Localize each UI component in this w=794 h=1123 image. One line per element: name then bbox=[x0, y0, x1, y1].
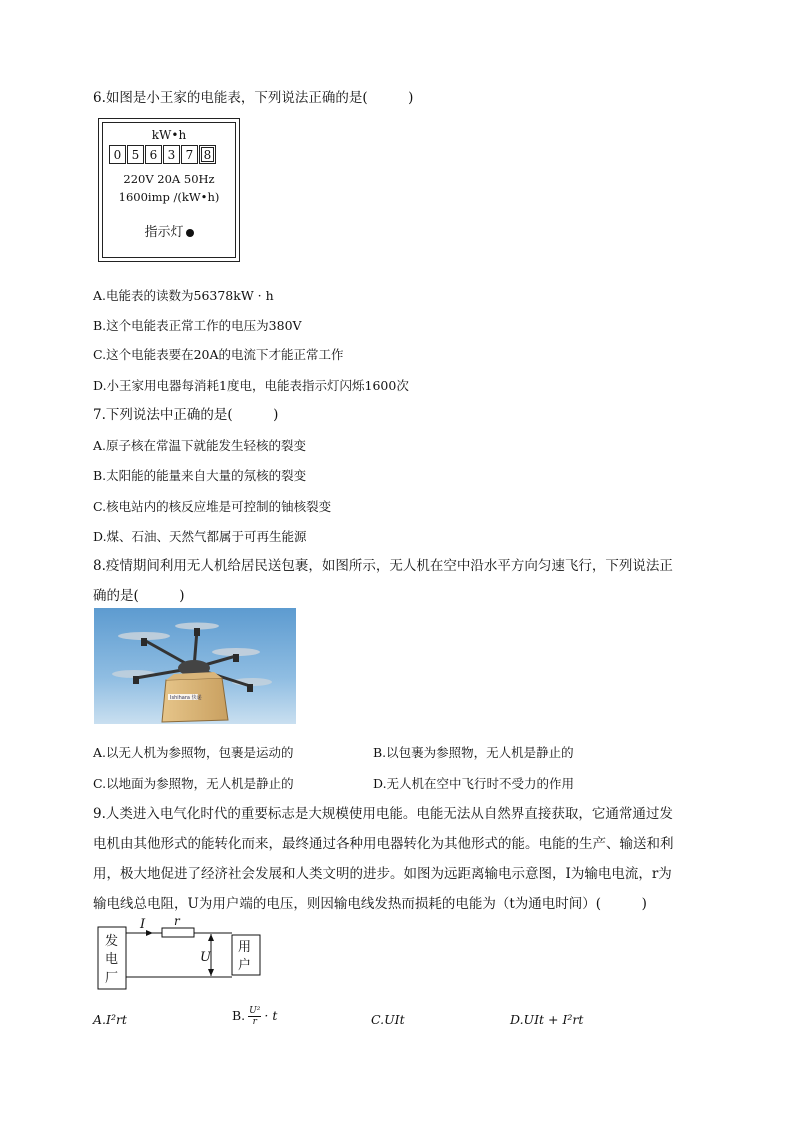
q7-option-b: B.太阳能的能量来自大量的氖核的裂变 bbox=[93, 468, 307, 483]
meter-digit: 5 bbox=[127, 145, 144, 164]
q6-stem: 6.如图是小王家的电能表，下列说法正确的是( ) bbox=[93, 90, 414, 106]
box-label: Ishihara 快递 bbox=[170, 695, 202, 701]
q8-stem-line1: 8.疫情期间利用无人机给居民送包裹，如图所示，无人机在空中沿水平方向匀速飞行，下列说法正 bbox=[93, 558, 673, 574]
fraction-denominator: r bbox=[252, 1017, 257, 1027]
q9-option-c: C.UIt bbox=[371, 1012, 405, 1027]
user-char-1: 用 bbox=[238, 940, 252, 955]
meter-indicator bbox=[103, 221, 235, 240]
q8-option-d: D.无人机在空中飞行时不受力的作用 bbox=[373, 776, 575, 791]
fraction bbox=[248, 1006, 261, 1027]
voltage-label: U bbox=[200, 950, 211, 965]
power-plant-label bbox=[105, 934, 118, 986]
fraction-numerator: U² bbox=[249, 1006, 261, 1016]
meter-digit: 6 bbox=[145, 145, 162, 164]
q8-stem-line2: 确的是( ) bbox=[93, 588, 185, 604]
option-b-prefix: B. bbox=[232, 1008, 246, 1023]
indicator-label: 指示灯 bbox=[144, 225, 184, 240]
meter-digit: 0 bbox=[109, 145, 126, 164]
meter-unit: kW•h bbox=[151, 128, 187, 142]
q7-option-a: A.原子核在常温下就能发生轻核的裂变 bbox=[93, 438, 307, 453]
q6-option-c: C.这个电能表要在20A的电流下才能正常工作 bbox=[93, 347, 344, 362]
meter-spec-rating: 220V 20A 50Hz bbox=[123, 172, 215, 186]
resistance-label: r bbox=[174, 917, 180, 928]
meter-inner-frame bbox=[102, 122, 236, 258]
q9-line1: 9.人类进入电气化时代的重要标志是大规模使用电能。电能无法从自然界直接获取，它通常通过发 bbox=[93, 806, 673, 822]
q8-option-c: C.以地面为参照物，无人机是静止的 bbox=[93, 776, 294, 791]
transmission-circuit-diagram bbox=[96, 917, 266, 997]
q6-option-d: D.小王家用电器每消耗1度电，电能表指示灯闪烁1600次 bbox=[93, 378, 409, 393]
q9-option-a: A.I²rt bbox=[93, 1012, 127, 1027]
electric-meter-figure bbox=[98, 118, 240, 262]
meter-digit: 3 bbox=[163, 145, 180, 164]
q6-option-b: B.这个电能表正常工作的电压为380V bbox=[93, 318, 302, 333]
q7-stem: 7.下列说法中正确的是( ) bbox=[93, 407, 279, 423]
plant-char-2: 电 bbox=[105, 952, 119, 967]
user-char-2: 户 bbox=[238, 958, 252, 973]
q9-line3: 用，极大地促进了经济社会发展和人类文明的进步。如图为远距离输电示意图，I为输电电流，r为 bbox=[93, 866, 672, 882]
drone-delivery-photo bbox=[94, 608, 296, 724]
q6-option-a: A.电能表的读数为56378kW · h bbox=[93, 288, 274, 303]
drone-illustration bbox=[94, 608, 296, 724]
q9-line2: 电机由其他形式的能转化而来，最终通过各种用电器转化为其他形式的能。电能的生产、输送和利 bbox=[93, 836, 674, 852]
meter-digit-decimal: 8 bbox=[199, 145, 216, 164]
meter-spec-constant: 1600imp /(kW•h) bbox=[118, 190, 220, 204]
line-resistor bbox=[162, 928, 194, 937]
q9-line4: 输电线总电阻，U为用户端的电压，则因输电线发热而损耗的电能为（t为通电时间）( ) bbox=[93, 896, 647, 912]
plant-char-3: 厂 bbox=[105, 971, 119, 986]
q7-option-c: C.核电站内的核反应堆是可控制的铀核裂变 bbox=[93, 499, 332, 514]
meter-digit: 7 bbox=[181, 145, 198, 164]
meter-digits bbox=[109, 145, 217, 164]
q9-option-b bbox=[232, 1006, 277, 1036]
current-arrow-icon bbox=[146, 930, 153, 936]
q7-option-d: D.煤、石油、天然气都属于可再生能源 bbox=[93, 529, 307, 544]
indicator-light-icon bbox=[186, 229, 194, 237]
current-label: I bbox=[140, 917, 146, 932]
q8-option-a: A.以无人机为参照物，包裹是运动的 bbox=[93, 745, 294, 760]
q8-option-b: B.以包裹为参照物，无人机是静止的 bbox=[373, 745, 574, 760]
plant-char-1: 发 bbox=[105, 934, 119, 949]
q9-option-d: D.UIt + I²rt bbox=[510, 1012, 584, 1027]
option-b-suffix: · t bbox=[264, 1008, 278, 1023]
